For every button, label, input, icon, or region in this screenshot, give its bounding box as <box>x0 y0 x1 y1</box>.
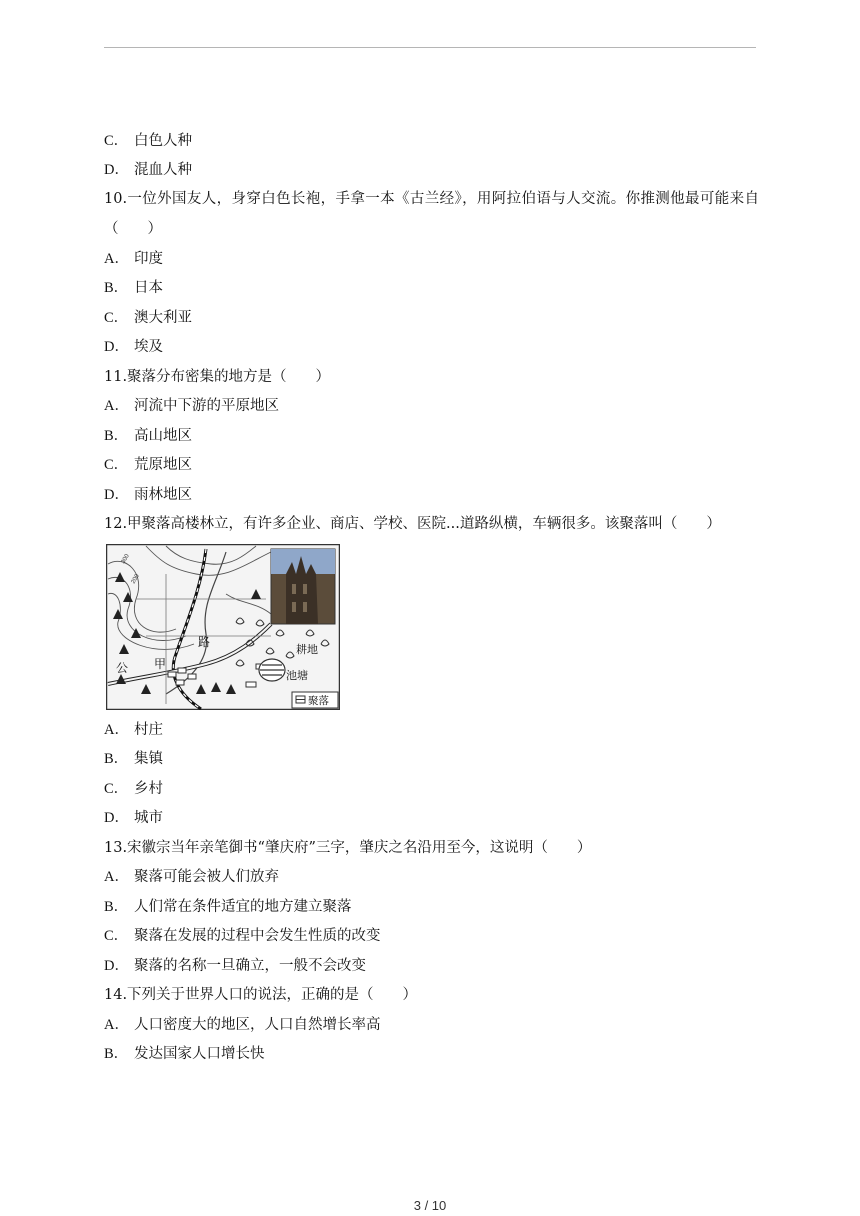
q11-option-d <box>104 485 192 505</box>
option-letter: B． <box>104 428 129 444</box>
legend-label-settlement: 聚落 <box>308 695 329 707</box>
option-letter: C． <box>104 310 129 326</box>
q12-stem: 12.甲聚落高楼林立，有许多企业、商店、学校、医院...道路纵横，车辆很多。该聚落叫（ ） <box>104 516 721 532</box>
page-number: 3 / 10 <box>413 1198 447 1213</box>
q9-option-c <box>104 131 192 151</box>
q10-stem: 10.一位外国友人，身穿白色长袍，手拿一本《古兰经》，用阿拉伯语与人交流。你推测他最可能来自（ ） <box>104 191 759 237</box>
option-text: 印度 <box>134 251 163 267</box>
settlement-map-figure <box>106 544 340 710</box>
option-letter: D． <box>104 162 129 178</box>
map-label-jia: 甲 <box>154 657 167 671</box>
map-label-highway: 公 <box>116 661 129 675</box>
option-letter: C． <box>104 781 129 797</box>
q12-option-b <box>104 749 163 769</box>
option-letter: B． <box>104 751 129 767</box>
option-letter: A． <box>104 251 129 267</box>
building-photo <box>271 549 335 624</box>
map-label-road: 路 <box>198 635 211 649</box>
option-text: 村庄 <box>134 722 163 738</box>
q11-option-a <box>104 396 279 416</box>
q11-option-c <box>104 455 192 475</box>
q14-option-a <box>104 1015 381 1035</box>
option-letter: B． <box>104 899 129 915</box>
option-letter: C． <box>104 133 129 149</box>
option-text: 聚落在发展的过程中会发生性质的改变 <box>134 928 381 944</box>
option-text: 日本 <box>134 280 163 296</box>
option-text: 混血人种 <box>134 162 192 178</box>
option-text: 澳大利亚 <box>134 310 192 326</box>
header-rule <box>104 47 756 48</box>
q9-option-d <box>104 160 192 180</box>
option-letter: B． <box>104 1046 129 1062</box>
contour-label-200: 200 <box>130 573 141 585</box>
q12-option-a <box>104 720 163 740</box>
option-letter: A． <box>104 869 129 885</box>
q11-option-b <box>104 426 192 446</box>
q14-option-b <box>104 1044 265 1064</box>
option-text: 乡村 <box>134 781 163 797</box>
settlement-map <box>106 544 340 710</box>
map-legend <box>292 692 338 708</box>
option-letter: D． <box>104 958 129 974</box>
option-text: 人口密度大的地区，人口自然增长率高 <box>134 1017 381 1033</box>
option-text: 人们常在条件适宜的地方建立聚落 <box>134 899 352 915</box>
q13-option-a <box>104 867 279 887</box>
option-letter: A． <box>104 1017 129 1033</box>
q10-option-c <box>104 308 192 328</box>
option-text: 高山地区 <box>134 428 192 444</box>
q12-option-d <box>104 808 163 828</box>
option-letter: D． <box>104 487 129 503</box>
map-label-farmland: 耕地 <box>296 643 318 656</box>
option-text: 城市 <box>134 810 163 826</box>
option-letter: C． <box>104 928 129 944</box>
map-label-pond: 池塘 <box>286 669 308 682</box>
q12-option-c <box>104 779 163 799</box>
q13-option-d <box>104 956 366 976</box>
option-text: 聚落的名称一旦确立，一般不会改变 <box>134 958 366 974</box>
q10-option-d <box>104 337 163 357</box>
option-text: 聚落可能会被人们放弃 <box>134 869 279 885</box>
option-text: 集镇 <box>134 751 163 767</box>
q14-stem: 14.下列关于世界人口的说法，正确的是（ ） <box>104 987 418 1003</box>
option-text: 埃及 <box>134 339 163 355</box>
option-letter: A． <box>104 398 129 414</box>
q10-option-a <box>104 249 163 269</box>
option-letter: D． <box>104 339 129 355</box>
contour-label-300: 300 <box>120 553 131 565</box>
q13-option-b <box>104 897 352 917</box>
q11-stem: 11.聚落分布密集的地方是（ ） <box>104 369 331 385</box>
q13-option-c <box>104 926 381 946</box>
q10-option-b <box>104 278 163 298</box>
option-text: 白色人种 <box>134 133 192 149</box>
option-text: 荒原地区 <box>134 457 192 473</box>
option-letter: B． <box>104 280 129 296</box>
q13-stem: 13.宋徽宗当年亲笔御书“肇庆府”三字，肇庆之名沿用至今，这说明（ ） <box>104 840 592 856</box>
option-text: 发达国家人口增长快 <box>134 1046 265 1062</box>
option-letter: D． <box>104 810 129 826</box>
option-letter: C． <box>104 457 129 473</box>
option-letter: A． <box>104 722 129 738</box>
option-text: 河流中下游的平原地区 <box>134 398 279 414</box>
option-text: 雨林地区 <box>134 487 192 503</box>
